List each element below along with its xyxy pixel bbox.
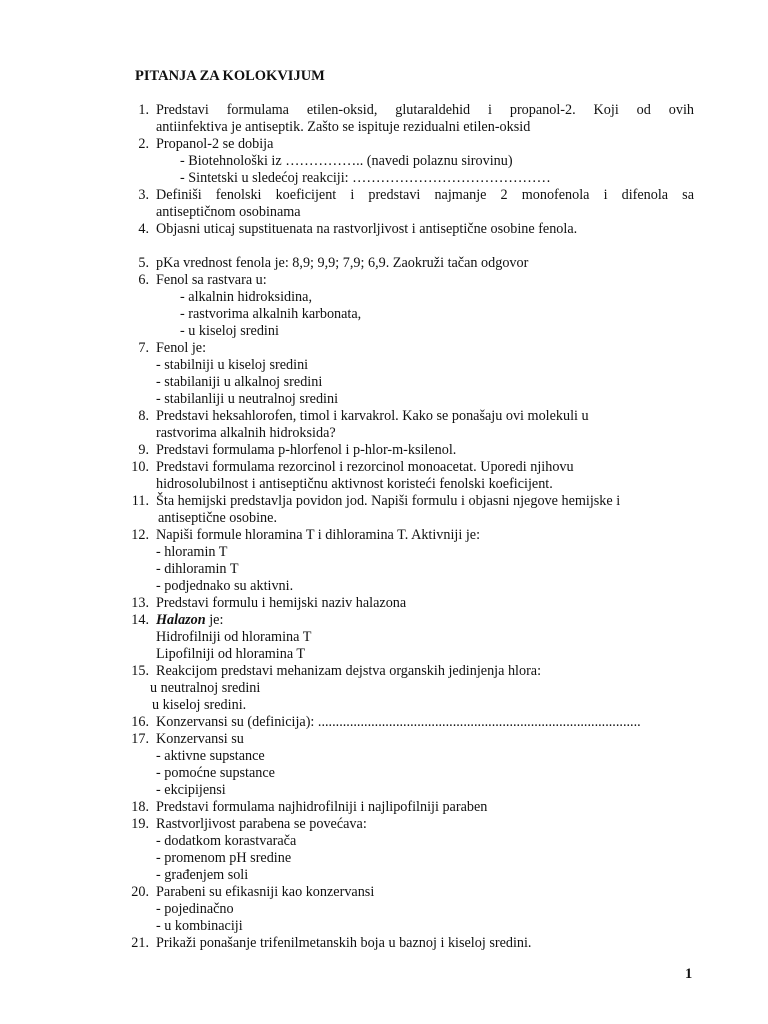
question-20-text: Parabeni su efikasniji kao konzervansi: [156, 884, 375, 900]
question-14-text: [156, 612, 223, 629]
question-15-text: Reakcijom predstavi mehanizam dejstva organskih jedinjenja hlora:: [156, 663, 542, 679]
question-9-text: Predstavi formulama p-hlorfenol i p-hlor-m-ksilenol.: [156, 442, 457, 458]
question-number: 4.: [138, 221, 149, 237]
question-number: 20.: [131, 884, 149, 900]
question-14-option: Hidrofilniji od hloramina T: [156, 629, 312, 645]
question-8-line-2: rastvorima alkalnih hidroksida?: [156, 425, 336, 441]
question-number: 21.: [131, 935, 149, 951]
question-number: 9.: [138, 442, 149, 458]
question-7-option: - stabilanliji u neutralnoj sredini: [156, 391, 339, 407]
question-12-option: - dihloramin T: [156, 561, 239, 577]
question-17-text: Konzervansi su: [156, 731, 244, 747]
question-17-option: - pomoćne supstance: [156, 765, 275, 781]
question-15-option: u neutralnoj sredini: [150, 680, 261, 696]
question-12-option: - podjednako su aktivni.: [156, 578, 294, 594]
question-6-text: Fenol sa rastvara u:: [156, 272, 267, 288]
question-number: 10.: [131, 459, 149, 475]
question-number: 15.: [131, 663, 149, 679]
question-10-line-1: Predstavi formulama rezorcinol i rezorcinol monoacetat. Uporedi njihovu: [156, 459, 574, 475]
question-11-line-1: Šta hemijski predstavlja povidon jod. Napiši formulu i objasni njegove hemijske i: [156, 493, 621, 509]
question-number: 12.: [131, 527, 149, 543]
question-1-line-1: Predstavi formulama etilen-oksid, glutaraldehid i propanol-2. Koji od ovih: [156, 102, 694, 118]
question-number: 14.: [131, 612, 149, 628]
question-17-option: - ekcipijensi: [156, 782, 226, 798]
question-12-option: - hloramin T: [156, 544, 228, 560]
question-14-option: Lipofilniji od hloramina T: [156, 646, 306, 662]
question-number: 3.: [138, 187, 149, 203]
page-number: 1: [685, 966, 693, 982]
question-20-option: - u kombinaciji: [156, 918, 243, 934]
question-19-option: - građenjem soli: [156, 867, 249, 883]
question-number: 7.: [138, 340, 149, 356]
question-8-line-1: Predstavi heksahlorofen, timol i karvakrol. Kako se ponašaju ovi molekuli u: [156, 408, 589, 424]
question-1-line-2: antiinfektiva je antiseptik. Zašto se ispituje rezidualni etilen-oksid: [156, 119, 531, 135]
question-12-text: Napiši formule hloramina T i dihloramina T. Aktivniji je:: [156, 527, 481, 543]
question-14-rest: je:: [205, 612, 224, 628]
question-7-text: Fenol je:: [156, 340, 207, 356]
question-2-option: - Biotehnološki iz …………….. (navedi polaznu sirovinu): [180, 153, 513, 169]
question-19-option: - promenom pH sredine: [156, 850, 292, 866]
question-number: 17.: [131, 731, 149, 747]
question-number: 16.: [131, 714, 149, 730]
question-number: 1.: [138, 102, 149, 118]
question-number: 19.: [131, 816, 149, 832]
question-19-text: Rastvorljivost parabena se povećava:: [156, 816, 367, 832]
question-7-option: - stabilaniji u alkalnoj sredini: [156, 374, 323, 390]
question-3-line-1: Definiši fenolski koeficijent i predstavi najmanje 2 monofenola i difenola sa: [156, 187, 694, 203]
question-number: 2.: [138, 136, 149, 152]
question-2-text: Propanol-2 se dobija: [156, 136, 274, 152]
question-7-option: - stabilniji u kiseloj sredini: [156, 357, 309, 373]
question-number: 8.: [138, 408, 149, 424]
question-10-line-2: hidrosolubilnost i antiseptičnu aktivnost koristeći fenolski koeficijent.: [156, 476, 553, 492]
question-2-option: - Sintetski u sledećoj reakciji: ……………………………………: [180, 170, 551, 186]
question-number: 5.: [138, 255, 149, 271]
question-5-text: pKa vrednost fenola je: 8,9; 9,9; 7,9; 6,9. Zaokruži tačan odgovor: [156, 255, 529, 271]
question-15-option: u kiseloj sredini.: [152, 697, 247, 713]
question-4-text: Objasni uticaj supstituenata na rastvorljivost i antiseptične osobine fenola.: [156, 221, 578, 237]
question-number: 13.: [131, 595, 149, 611]
question-number: 18.: [131, 799, 149, 815]
question-14-term: Halazon: [156, 612, 206, 628]
question-6-option: - u kiseloj sredini: [180, 323, 279, 339]
question-number: 6.: [138, 272, 149, 288]
question-16-text: Konzervansi su (definicija): ...........................................................................................: [156, 714, 641, 730]
question-13-text: Predstavi formulu i hemijski naziv halazona: [156, 595, 407, 611]
question-21-text: Prikaži ponašanje trifenilmetanskih boja u baznoj i kiseloj sredini.: [156, 935, 532, 951]
document-title: PITANJA ZA KOLOKVIJUM: [135, 68, 325, 84]
question-18-text: Predstavi formulama najhidrofilniji i najlipofilniji paraben: [156, 799, 488, 815]
question-11-line-2: antiseptične osobine.: [158, 510, 277, 526]
question-19-option: - dodatkom korastvarača: [156, 833, 297, 849]
question-17-option: - aktivne supstance: [156, 748, 265, 764]
question-3-line-2: antiseptičnom osobinama: [156, 204, 301, 220]
question-number: 11.: [131, 493, 149, 509]
question-6-option: - alkalnin hidroksidina,: [180, 289, 312, 305]
question-20-option: - pojedinačno: [156, 901, 234, 917]
question-6-option: - rastvorima alkalnih karbonata,: [180, 306, 362, 322]
